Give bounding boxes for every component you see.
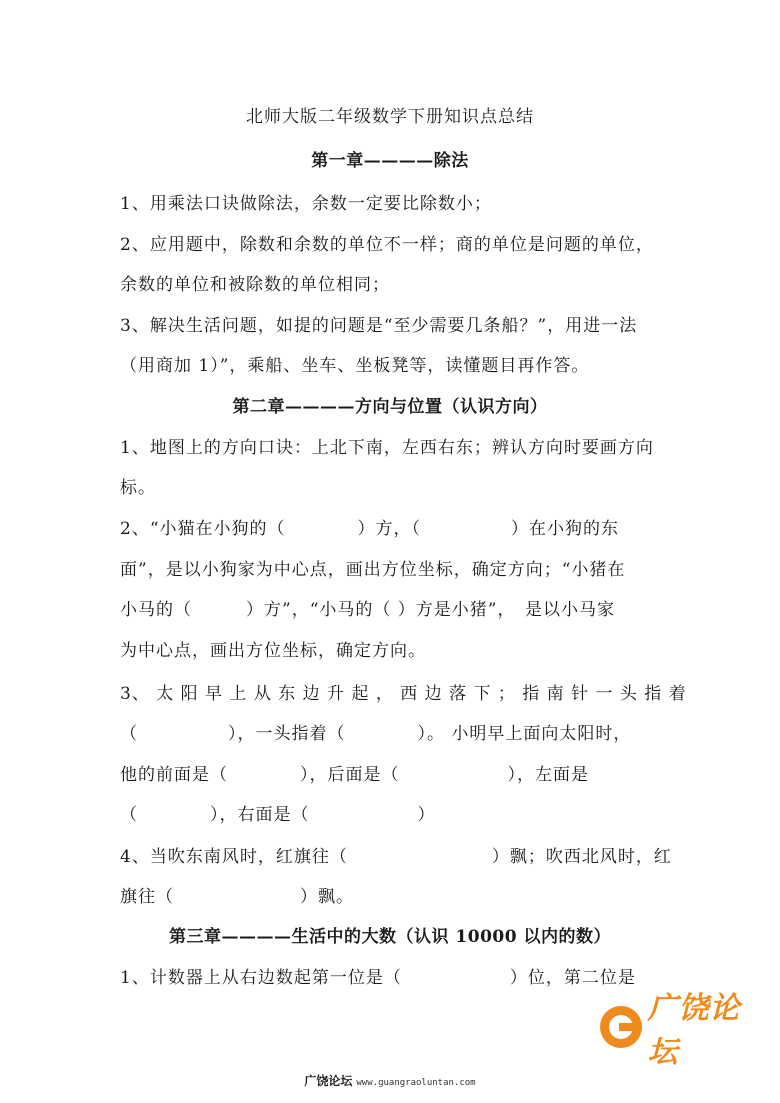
paragraph-line: 4、当吹东南风时，红旗往（ ）飘；吹西北风时，红 (120, 847, 672, 867)
footer-site-url: www.guangraoluntan.com (356, 1078, 476, 1088)
paragraph-line: 面”，是以小狗家为中心点，画出方位坐标，确定方向；“小猪在 (120, 560, 626, 580)
chapter-3-heading: 第三章————生活中的大数（认识 10000 以内的数） (169, 927, 611, 947)
site-logo (600, 991, 770, 1070)
paragraph-line: 2、“小猫在小狗的（ ）方，（ ）在小狗的东 (120, 519, 620, 539)
paragraph-line: 1、计数器上从右边数起第一位是（ ）位，第二位是 (120, 968, 636, 988)
paragraph-line: 1、地图上的方向口诀：上北下南，左西右东；辨认方向时要画方向 (120, 438, 654, 458)
paragraph-line: 2、应用题中，除数和余数的单位不一样；商的单位是问题的单位， (120, 235, 654, 255)
paragraph-line: （ ），右面是（ ） (120, 805, 436, 825)
paragraph-line: 标。 (120, 478, 156, 498)
footer-site-name: 广饶论坛 (304, 1074, 353, 1088)
chapter-1-heading: 第一章————除法 (311, 151, 469, 171)
chapter-2-heading: 第二章————方向与位置（认识方向） (232, 397, 548, 417)
document-title: 北师大版二年级数学下册知识点总结 (246, 107, 534, 127)
logo-text: 广饶论坛 (647, 991, 741, 1070)
paragraph-line: 3、 太 阳 早 上 从 东 边 升 起 ， 西 边 落 下 ； 指 南 针 一 头 指 着 (120, 684, 687, 704)
page-footer (0, 1072, 780, 1089)
paragraph-line: （ ），一头指着（ ）。 小明早上面向太阳时， (120, 724, 632, 744)
paragraph-line: 小马的（ ）方”，“小马的（ ）方是小猪”， 是以小马家 (120, 600, 615, 620)
paragraph-line: 1、用乘法口诀做除法，余数一定要比除数小； (120, 194, 492, 214)
paragraph-line: （用商加 1）”，乘船、坐车、坐板凳等，读懂题目再作答。 (120, 356, 590, 376)
paragraph-line: 为中心点，画出方位坐标，确定方向。 (120, 641, 426, 661)
paragraph-line: 他的前面是（ ），后面是（ ），左面是 (120, 765, 589, 785)
paragraph-line: 旗往（ ）飘。 (120, 887, 354, 907)
logo-g-icon (600, 1006, 642, 1048)
paragraph-line: 3、解决生活问题，如提的问题是“至少需要几条船？”，用进一法 (120, 316, 638, 336)
paragraph-line: 余数的单位和被除数的单位相同； (120, 275, 390, 295)
